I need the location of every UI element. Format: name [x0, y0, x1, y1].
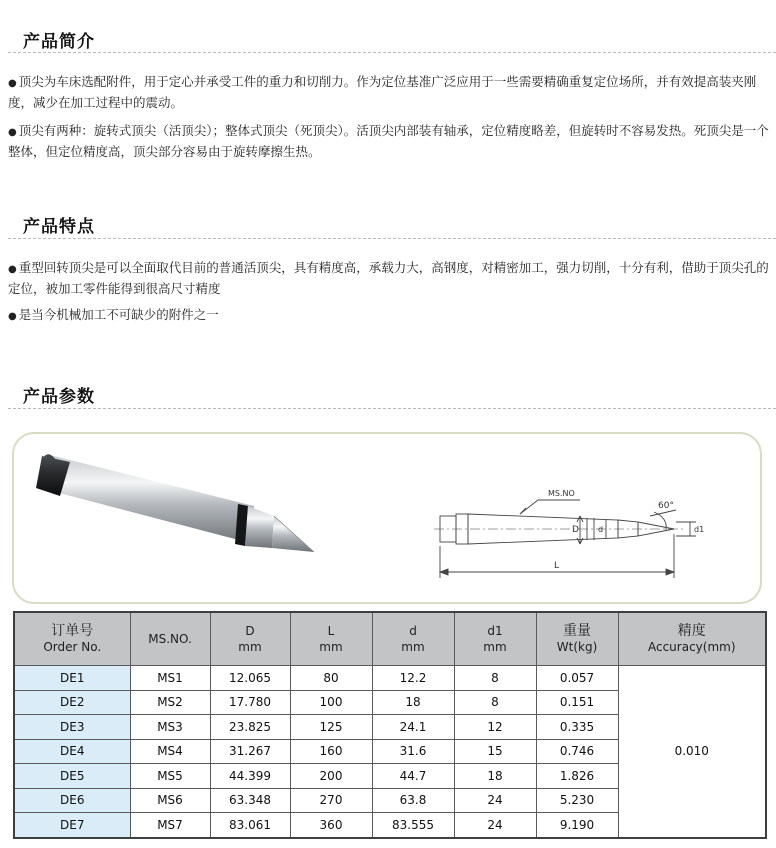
cell-order: DE7: [14, 813, 130, 838]
cell-d-small: 12.2: [372, 666, 454, 691]
cell-ms: MS5: [130, 764, 210, 789]
cell-d-small: 18: [372, 690, 454, 715]
bullet-icon: ●: [8, 78, 17, 89]
cell-length: 100: [290, 690, 372, 715]
section-title-features: 产品特点: [23, 217, 95, 237]
features-paragraph-1: ● 重型回转顶尖是可以全面取代目前的普通活顶尖，具有精度高，承载力大，高钢度，对精密加工，强力切削，十分有利，借助于顶尖孔的定位，被加工零件能得到很高尺寸精度: [8, 260, 769, 296]
center-photo: [36, 453, 314, 552]
cell-weight: 0.335: [536, 715, 618, 740]
cell-d-small: 63.8: [372, 788, 454, 813]
section-title-params: 产品参数: [23, 387, 95, 407]
intro-paragraph-1: ● 顶尖为车床选配附件，用于定心并承受工件的重力和切削力。作为定位基准广泛应用于一些需要精确重复定位场所，并有效提高装夹刚度，减少在加工过程中的震动。: [8, 74, 757, 110]
cell-d-big: 12.065: [210, 666, 290, 691]
bullet-icon: ●: [8, 264, 17, 275]
intro-paragraph-2: ● 顶尖有两种：旋转式顶尖（活顶尖）；整体式顶尖（死顶尖）。活顶尖内部装有轴承，定位精度略差，但旋转时不容易发热。死顶尖是一个整体，但定位精度高，顶尖部分容易由于旋转摩擦生热。: [8, 123, 769, 159]
d1-label: d1: [694, 525, 705, 534]
cell-ms: MS3: [130, 715, 210, 740]
header-d-small: d mm: [372, 612, 454, 666]
cell-d-big: 31.267: [210, 739, 290, 764]
header-accuracy: 精度 Accuracy(mm): [618, 612, 766, 666]
product-illustration: [14, 434, 762, 604]
cell-d-big: 17.780: [210, 690, 290, 715]
cell-d-small: 31.6: [372, 739, 454, 764]
technical-drawing: [434, 500, 696, 578]
header-length: L mm: [290, 612, 372, 666]
bullet-icon: ●: [8, 311, 17, 322]
cell-d-big: 63.348: [210, 788, 290, 813]
cell-d1: 8: [454, 690, 536, 715]
table-header-row: [14, 612, 766, 666]
cell-d1: 24: [454, 813, 536, 838]
cell-d1: 12: [454, 715, 536, 740]
cell-accuracy: 0.010: [618, 666, 766, 838]
section-divider: [8, 52, 776, 53]
cell-d-big: 83.061: [210, 813, 290, 838]
big-d-label: D: [572, 525, 579, 535]
cell-weight: 0.057: [536, 666, 618, 691]
small-d-label: d: [598, 525, 604, 534]
cell-ms: MS1: [130, 666, 210, 691]
cell-length: 200: [290, 764, 372, 789]
cell-order: DE5: [14, 764, 130, 789]
cell-order: DE6: [14, 788, 130, 813]
cell-d1: 24: [454, 788, 536, 813]
cell-d1: 18: [454, 764, 536, 789]
cell-length: 360: [290, 813, 372, 838]
cell-d-big: 23.825: [210, 715, 290, 740]
cell-order: DE3: [14, 715, 130, 740]
cell-d-small: 83.555: [372, 813, 454, 838]
cell-weight: 0.151: [536, 690, 618, 715]
cell-weight: 0.746: [536, 739, 618, 764]
cell-ms: MS7: [130, 813, 210, 838]
header-ms: MS.NO.: [130, 612, 210, 666]
cell-ms: MS6: [130, 788, 210, 813]
header-d-big: D mm: [210, 612, 290, 666]
cell-length: 270: [290, 788, 372, 813]
ms-label: MS.NO: [548, 489, 575, 498]
section-title-intro: 产品简介: [23, 32, 95, 52]
cell-order: DE2: [14, 690, 130, 715]
cell-length: 80: [290, 666, 372, 691]
cell-weight: 5.230: [536, 788, 618, 813]
cell-length: 160: [290, 739, 372, 764]
angle-label: 60°: [658, 501, 674, 511]
cell-ms: MS2: [130, 690, 210, 715]
cell-order: DE1: [14, 666, 130, 691]
cell-weight: 1.826: [536, 764, 618, 789]
spec-table: [13, 611, 767, 839]
product-figure: [12, 432, 762, 604]
cell-d1: 15: [454, 739, 536, 764]
cell-order: DE4: [14, 739, 130, 764]
table-row: [14, 666, 766, 691]
cell-d-small: 44.7: [372, 764, 454, 789]
header-weight: 重量 Wt(kg): [536, 612, 618, 666]
header-order: 订单号 Order No.: [14, 612, 130, 666]
cell-length: 125: [290, 715, 372, 740]
length-label: L: [554, 561, 560, 571]
bullet-icon: ●: [8, 127, 17, 138]
cell-d-small: 24.1: [372, 715, 454, 740]
header-d1: d1 mm: [454, 612, 536, 666]
section-divider: [8, 238, 776, 239]
cell-d1: 8: [454, 666, 536, 691]
features-paragraph-2: ● 是当今机械加工不可缺少的附件之一: [8, 307, 219, 322]
cell-ms: MS4: [130, 739, 210, 764]
cell-d-big: 44.399: [210, 764, 290, 789]
cell-weight: 9.190: [536, 813, 618, 838]
section-divider: [8, 408, 776, 409]
